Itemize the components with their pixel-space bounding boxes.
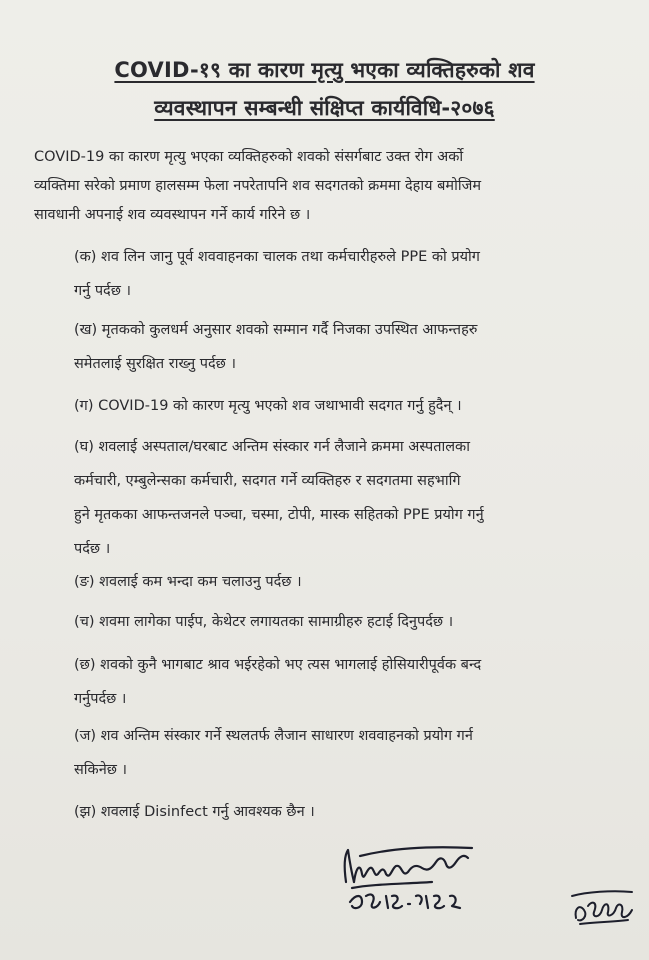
list-item-line: (छ) शवको कुनै भागबाट श्राव भईरहेको भए त्यस भागलाई होसियारीपूर्वक बन्द xyxy=(74,657,482,673)
list-item-line: हुने मृतकका आफन्तजनले पञ्चा, चस्मा, टोपी, मास्क सहितको PPE प्रयोग गर्नु xyxy=(74,507,484,523)
list-item-jha xyxy=(74,795,634,829)
list-item-line: गर्नु पर्दछ । xyxy=(74,283,132,299)
list-item-line: (क) शव लिन जानु पूर्व शववाहनका चालक तथा कर्मचारीहरुले PPE को प्रयोग xyxy=(74,249,480,265)
list-item-line: पर्दछ । xyxy=(74,541,111,557)
document-title-line-2: व्यवस्थापन सम्बन्धी संक्षिप्त कार्यविधि-२०७६ xyxy=(154,96,495,120)
list-item-kha xyxy=(74,313,634,381)
list-item-gha xyxy=(74,430,634,566)
list-item-line: (ख) मृतकको कुलधर्म अनुसार शवको सम्मान गर्दै निजका उपस्थित आफन्तहरु xyxy=(74,322,478,338)
list-item-line: (ज) शव अन्तिम संस्कार गर्ने स्थलतर्फ लैजान साधारण शववाहनको प्रयोग गर्न xyxy=(74,728,473,744)
document-title-line-1: COVID-१९ का कारण मृत्यु भएका व्यक्तिहरुको शव xyxy=(114,58,535,82)
list-item-ja xyxy=(74,719,634,787)
list-item-ka xyxy=(74,240,634,308)
intro-line: COVID-19 का कारण मृत्यु भएका व्यक्तिहरुको शवको संसर्गबाट उक्त रोग अर्को xyxy=(34,149,464,165)
intro-line: सावधानी अपनाई शव व्यवस्थापन गर्ने कार्य गरिने छ । xyxy=(34,207,311,223)
intro-line: व्यक्तिमा सरेको प्रमाण हालसम्म फेला नपरेतापनि शव सदगतको क्रममा देहाय बमोजिम xyxy=(34,178,482,194)
list-item-line: समेतलाई सुरक्षित राख्नु पर्दछ । xyxy=(74,356,236,372)
list-item-line: गर्नुपर्दछ । xyxy=(74,691,127,707)
handwritten-signature-with-date xyxy=(332,838,482,920)
list-item-line: सकिनेछ । xyxy=(74,762,128,778)
list-item-ga xyxy=(74,389,634,423)
handwritten-initials xyxy=(566,884,638,932)
list-item-cha xyxy=(74,605,634,639)
list-item-line: (ङ) शवलाई कम भन्दा कम चलाउनु पर्दछ । xyxy=(74,574,302,590)
list-item-line: कर्मचारी, एम्बुलेन्सका कर्मचारी, सदगत गर्ने व्यक्तिहरु र सदगतमा सहभागि xyxy=(74,473,461,489)
list-item-nga xyxy=(74,565,634,599)
list-item-line: (च) शवमा लागेका पाईप, केथेटर लगायतका सामाग्रीहरु हटाई दिनुपर्दछ । xyxy=(74,614,454,630)
list-item-line: (झ) शवलाई Disinfect गर्नु आवश्यक छैन । xyxy=(74,804,315,820)
list-item-line: (ग) COVID-19 को कारण मृत्यु भएको शव जथाभावी सदगत गर्नु हुदैन् । xyxy=(74,398,462,414)
list-item-chha xyxy=(74,648,634,716)
list-item-line: (घ) शवलाई अस्पताल/घरबाट अन्तिम संस्कार गर्न लैजाने क्रममा अस्पतालका xyxy=(74,439,470,455)
intro-paragraph xyxy=(34,143,624,230)
